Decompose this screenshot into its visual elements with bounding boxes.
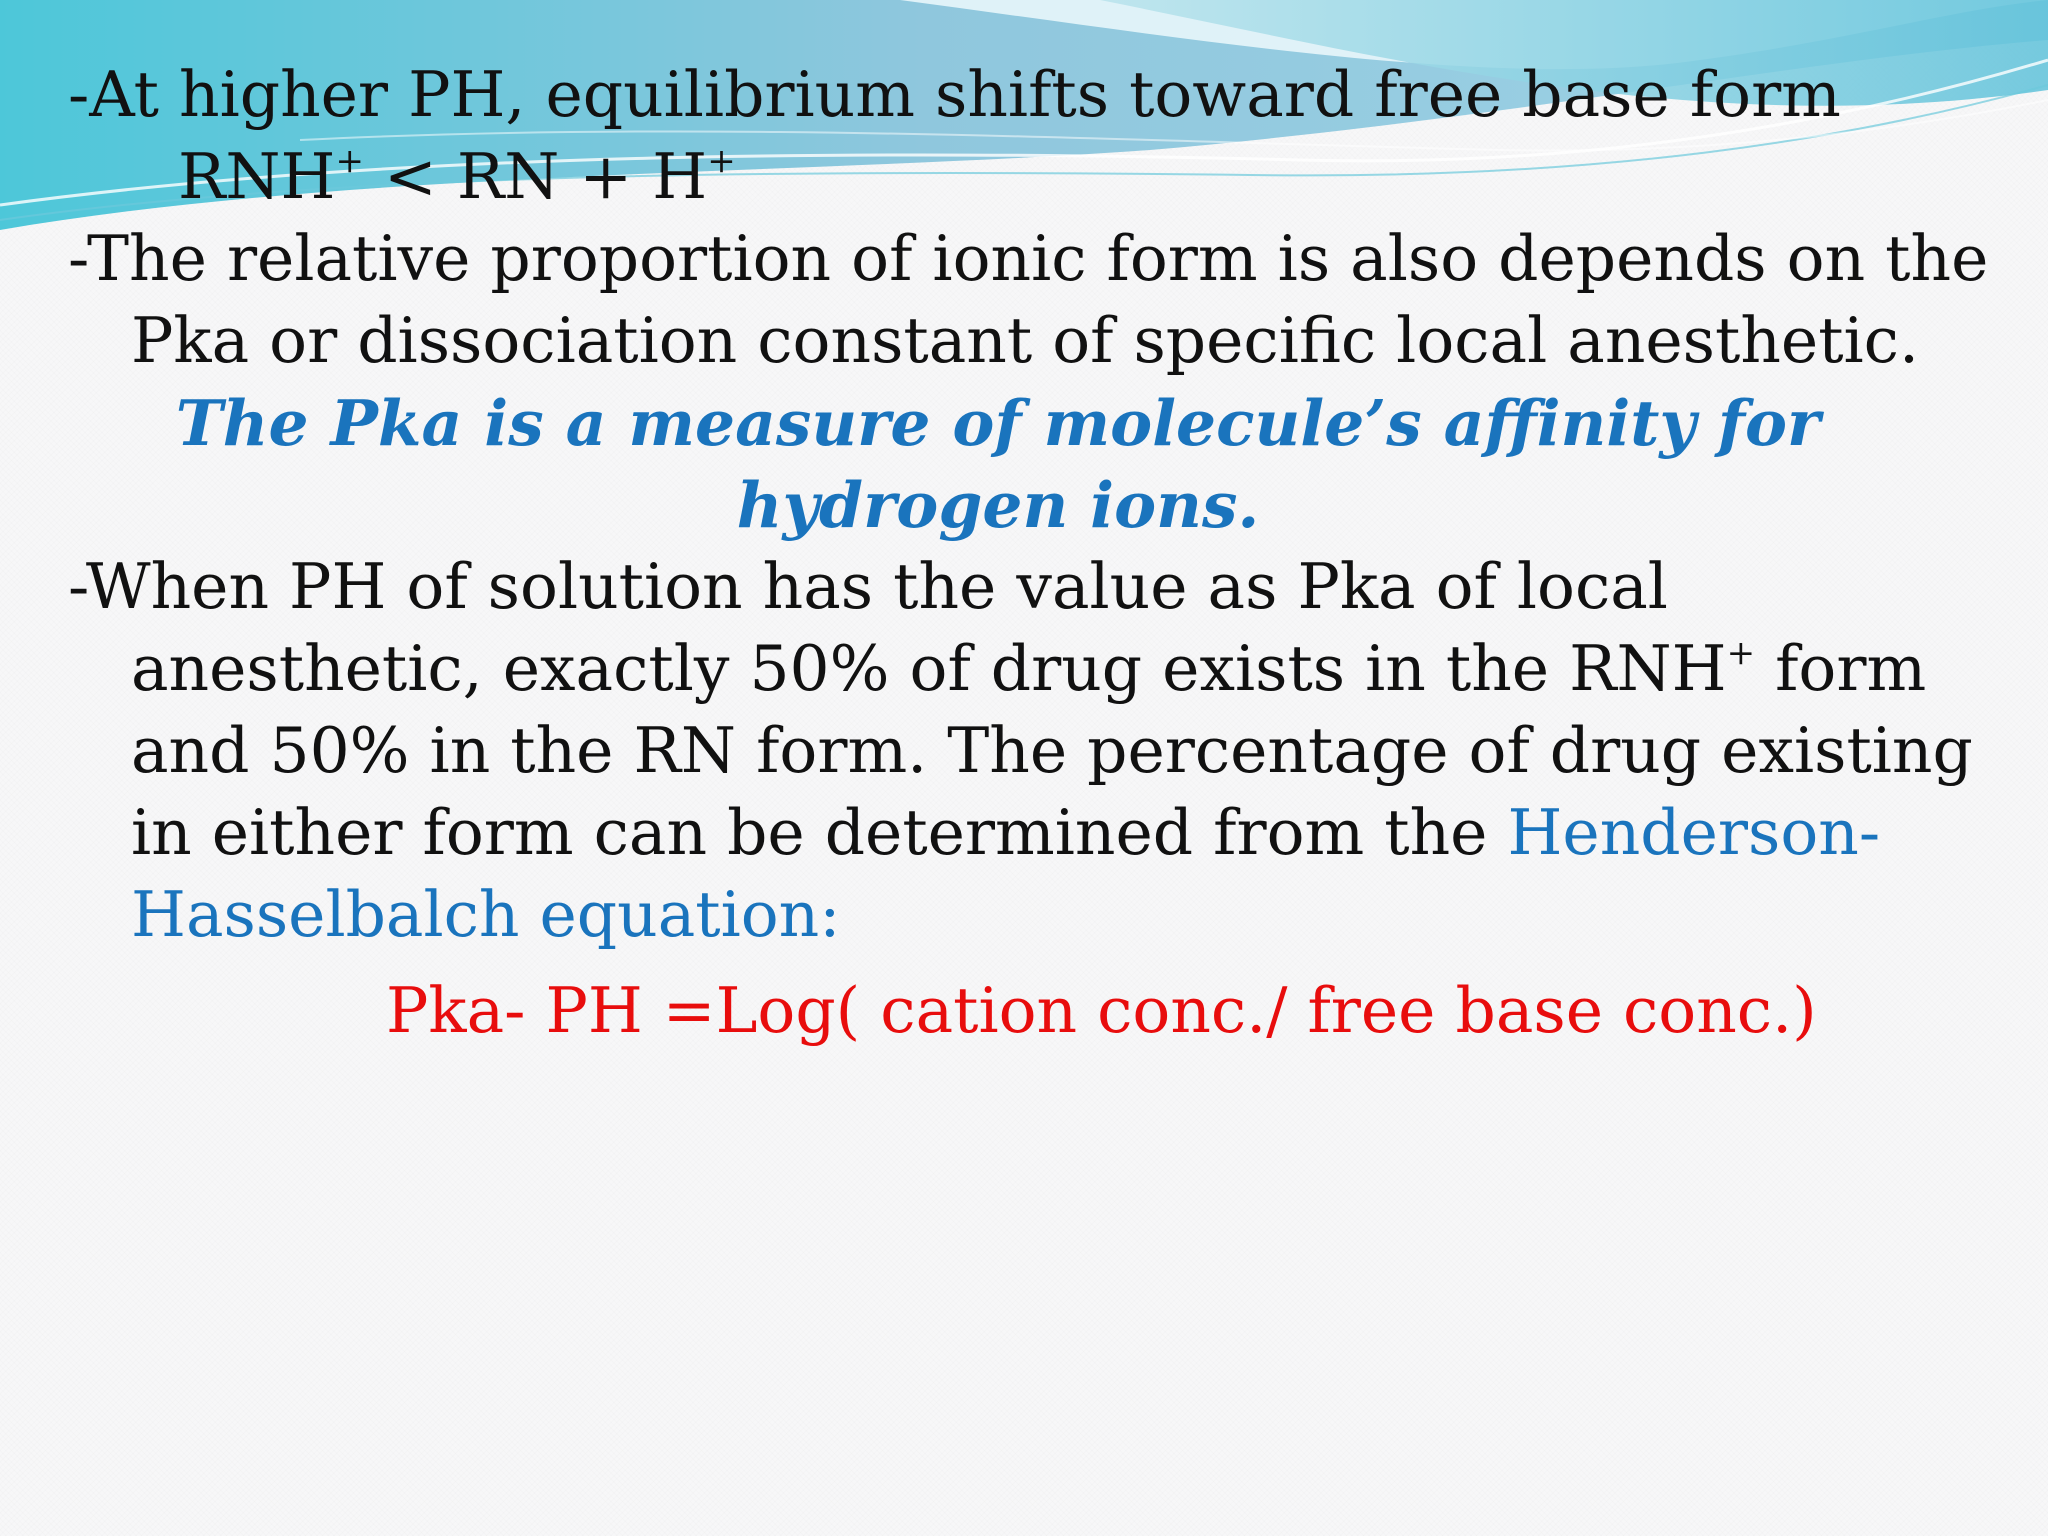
para3-text-b: form and 50% in the RN form. The percentage of drug existing in either form can be determined from the xyxy=(131,632,1973,869)
line-higher-ph: -At higher PH, equilibrium shifts toward free base form xyxy=(68,58,1841,131)
para3-text-a: -When PH of solution has the value as Pka of local anesthetic, exactly 50% of drug exists in the RNH xyxy=(68,550,1727,705)
paragraph-ph-equals-pka xyxy=(68,546,1991,956)
slide-content xyxy=(68,54,1988,1052)
equilibrium-equation xyxy=(68,136,1988,218)
equation-part2: < RN + H xyxy=(364,140,708,213)
henderson-hasselbalch-formula: Pka- PH =Log( cation conc./ free base conc.) xyxy=(386,974,1817,1047)
para3-sup: + xyxy=(1726,633,1756,673)
henderson-hasselbalch-label: Henderson- Hasselbalch equation: xyxy=(131,796,1881,951)
equation-sup2: + xyxy=(707,141,736,181)
equation-sup1: + xyxy=(335,141,364,181)
paragraph-relative-proportion: -The relative proportion of ionic form is also depends on the Pka or dissociation constant of specific local anesthetic. xyxy=(68,222,1989,377)
equation-part1: RNH xyxy=(178,140,336,213)
pka-definition-highlight: The Pka is a measure of molecule’s affinity for hydrogen ions. xyxy=(175,386,1821,542)
